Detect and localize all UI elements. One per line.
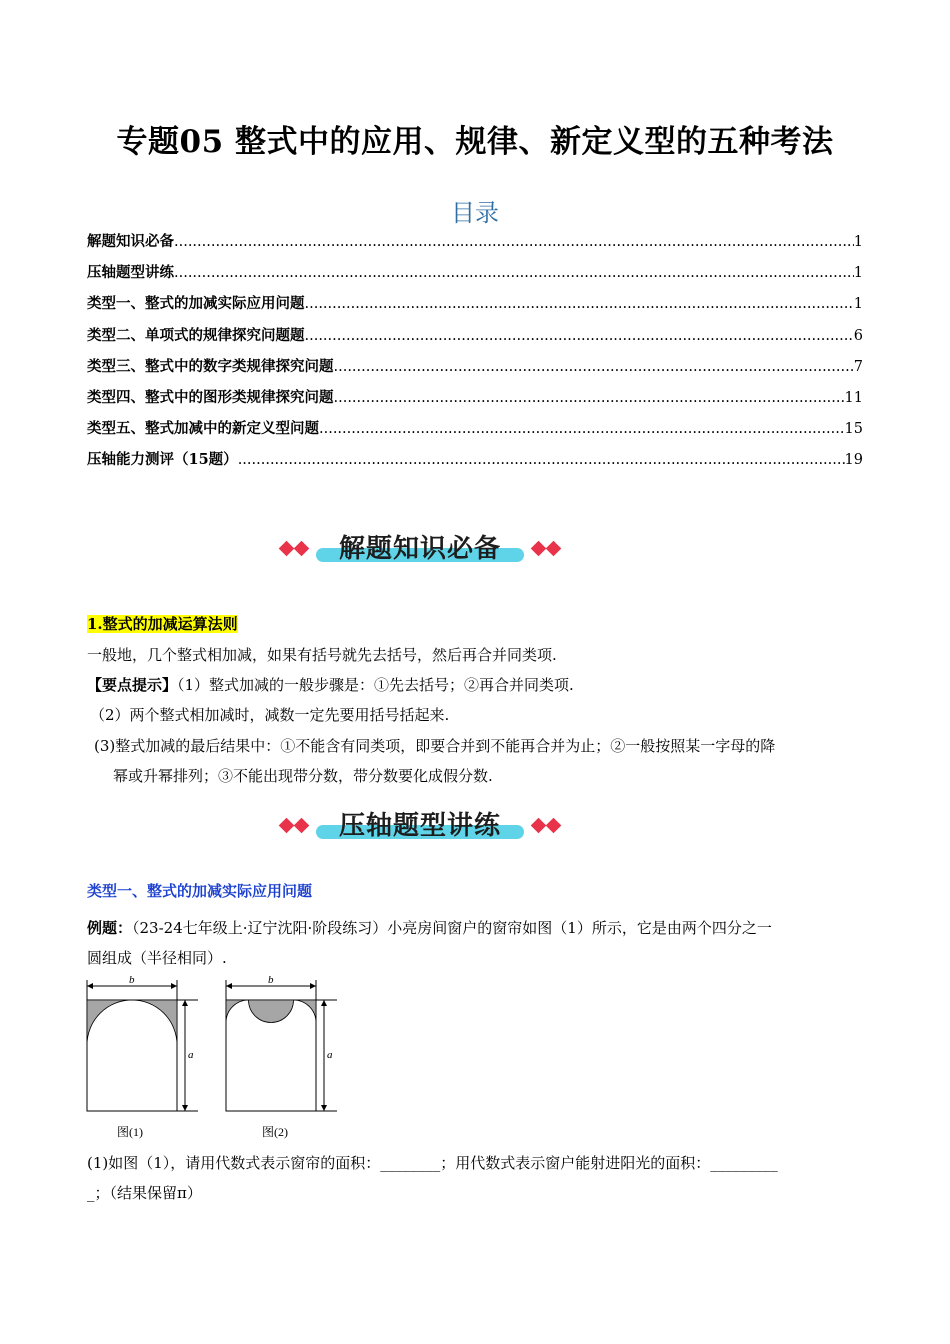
tip-label: 【要点提示】 bbox=[87, 676, 178, 694]
toc-entry-type2[interactable]: 类型二、单项式的规律探究问题题 ..... 6 bbox=[87, 320, 863, 351]
question-1-line: _；（结果保留π） bbox=[87, 1184, 202, 1202]
tip-line: 【要点提示】（1）整式加减的一般步骤是：①先去括号；②再合并同类项. bbox=[87, 676, 574, 694]
example-line: 例题：（23-24七年级上·辽宁沈阳·阶段练习）小亮房间窗户的窗帘如图（1）所示，它是由两个四分之一 bbox=[87, 919, 772, 937]
toc-entry-type4[interactable]: 类型四、整式中的图形类规律探究问题 ..... 11 bbox=[87, 382, 863, 413]
toc-entry-knowledge[interactable]: 解题知识必备 ..... 1 bbox=[87, 226, 863, 257]
arrow-down-icon bbox=[321, 1105, 327, 1111]
banner-title: 解题知识必备 bbox=[338, 534, 501, 564]
diamond-icon bbox=[531, 541, 547, 557]
diamond-icon bbox=[294, 541, 310, 557]
diamond-icon bbox=[294, 818, 310, 834]
toc-entry-type3[interactable]: 类型三、整式中的数字类规律探究问题 ..... 7 bbox=[87, 351, 863, 382]
section-banner-practice bbox=[278, 801, 562, 849]
figure-1-caption: 图(1) bbox=[117, 1125, 143, 1139]
diamond-icon bbox=[279, 818, 295, 834]
toc-entry-assessment[interactable]: 压轴能力测评（15题） ..... 19 bbox=[87, 444, 863, 475]
knowledge-line: 一般地，几个整式相加减，如果有括号就先去括号，然后再合并同类项. bbox=[87, 646, 557, 664]
knowledge-line: （2）两个整式相加减时，减数一定先要用括号括起来. bbox=[90, 706, 450, 724]
arrow-left-icon bbox=[226, 983, 232, 989]
diamond-icon bbox=[279, 541, 295, 557]
diamond-icon bbox=[546, 818, 562, 834]
b-label: b bbox=[268, 974, 274, 986]
diamond-icon bbox=[531, 818, 547, 834]
example-label: 例题： bbox=[87, 919, 133, 937]
a-label: a bbox=[327, 1049, 333, 1061]
arrow-up-icon bbox=[182, 1000, 188, 1006]
knowledge-line: 幂或升幂排列；③不能出现带分数，带分数要化成假分数. bbox=[113, 767, 493, 785]
window-frame bbox=[87, 1000, 177, 1111]
a-label: a bbox=[188, 1049, 194, 1061]
type1-heading: 类型一、整式的加减实际应用问题 bbox=[87, 882, 313, 900]
arrow-left-icon bbox=[87, 983, 93, 989]
toc-heading: 目录 bbox=[451, 199, 499, 227]
page-title: 专题05 整式中的应用、规律、新定义型的五种考法 bbox=[116, 124, 834, 160]
diamond-icon bbox=[546, 541, 562, 557]
figure-1 bbox=[87, 974, 198, 1139]
toc-entry-type1[interactable]: 类型一、整式的加减实际应用问题 ..... 1 bbox=[87, 288, 863, 319]
figure-2-caption: 图(2) bbox=[262, 1125, 288, 1139]
question-1-line: (1)如图（1），请用代数式表示窗帘的面积：________；用代数式表示窗户能射进阳光的面积：_________ bbox=[87, 1154, 778, 1172]
knowledge-line: (3)整式加减的最后结果中：①不能含有同类项，即要合并到不能再合并为止；②一般按照某一字母的降 bbox=[94, 737, 776, 755]
table-of-contents bbox=[87, 226, 863, 476]
figure-2 bbox=[226, 974, 337, 1139]
section-banner-knowledge bbox=[278, 524, 562, 572]
arrow-right-icon bbox=[171, 983, 177, 989]
arrow-up-icon bbox=[321, 1000, 327, 1006]
toc-entry-practice[interactable]: 压轴题型讲练 ..... 1 bbox=[87, 257, 863, 288]
curtain-figure bbox=[82, 972, 352, 1142]
arrow-right-icon bbox=[310, 983, 316, 989]
example-line: 圆组成（半径相同）. bbox=[87, 949, 227, 967]
arrow-down-icon bbox=[182, 1105, 188, 1111]
knowledge-heading: 1.整式的加减运算法则 bbox=[87, 615, 238, 633]
banner-title: 压轴题型讲练 bbox=[338, 811, 501, 841]
toc-entry-type5[interactable]: 类型五、整式加减中的新定义型问题 ..... 15 bbox=[87, 413, 863, 444]
b-label: b bbox=[129, 974, 135, 986]
